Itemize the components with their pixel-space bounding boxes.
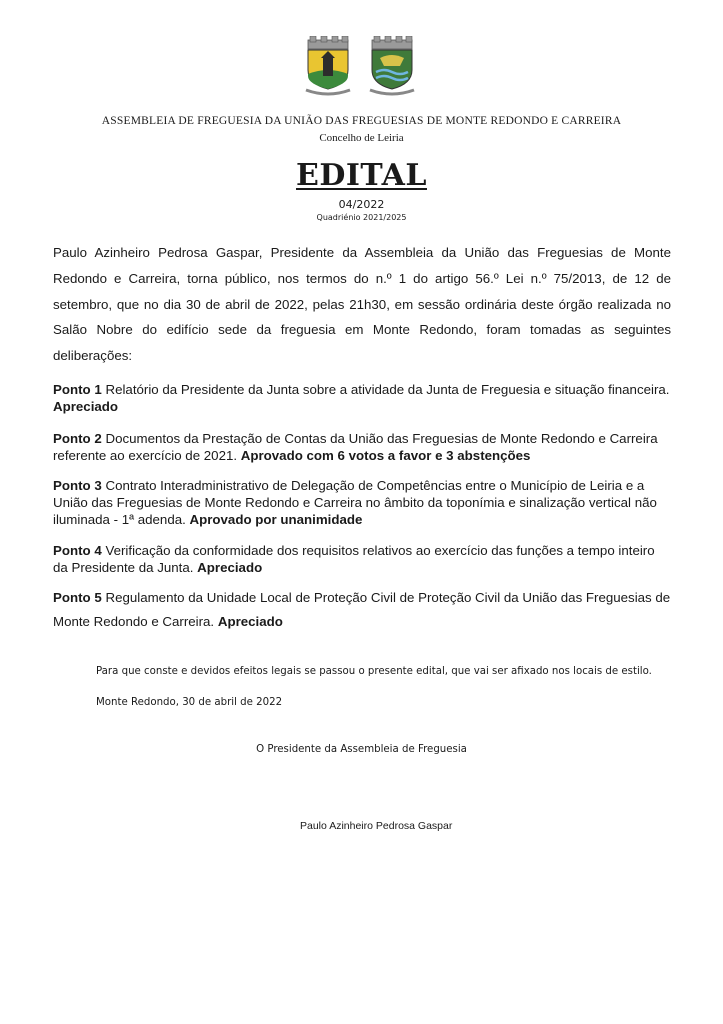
- carreira-crest-icon: [364, 36, 420, 96]
- place-date: Monte Redondo, 30 de abril de 2022: [96, 697, 283, 708]
- ponto-result: Apreciado: [197, 559, 263, 575]
- ponto-label: Ponto 1: [53, 382, 102, 397]
- ponto-result: Aprovado por unanimidade: [189, 511, 363, 527]
- ponto-item: [53, 586, 673, 634]
- ponto-label: Ponto 5: [53, 590, 102, 605]
- edital-heading: EDITAL: [296, 158, 427, 193]
- crests: [0, 36, 723, 96]
- ponto-result: Apreciado: [53, 398, 119, 414]
- ponto-text: Relatório da Presidente da Junta sobre a atividade da Junta de Freguesia e situação financeira.: [105, 382, 670, 397]
- quadrennium: Quadriénio 2021/2025: [316, 213, 407, 222]
- ponto-result: Apreciado: [217, 614, 283, 629]
- ponto-text: Documentos da Prestação de Contas da União das Freguesias de Monte Redondo e Carreira referente ao exercício de 2021.: [53, 431, 658, 463]
- signatory-name: Paulo Azinheiro Pedrosa Gaspar: [300, 820, 453, 832]
- assembly-title: ASSEMBLEIA DE FREGUESIA DA UNIÃO DAS FREGUESIAS DE MONTE REDONDO E CARREIRA: [101, 115, 622, 127]
- ponto-text: Regulamento da Unidade Local de Proteção Civil de Proteção Civil da União das Freguesias de Monte Redondo e Carreira.: [53, 590, 671, 629]
- ponto-item: [53, 431, 673, 465]
- ponto-text: Verificação da conformidade dos requisitos relativos ao exercício das funções a tempo inteiro da Presidente da Junta.: [53, 543, 655, 575]
- closing-statement: Para que conste e devidos efeitos legais se passou o presente edital, que vai ser afixado nos locais de estilo.: [96, 666, 652, 677]
- ponto-label: Ponto 4: [53, 543, 102, 558]
- municipality-subtitle: Concelho de Leiria: [319, 132, 404, 144]
- ponto-text: Contrato Interadministrativo de Delegação de Competências entre o Município de Leiria e a União das Freguesias de Monte Redondo e Carreira no âmbito da toponímia e sinalização vertical não iluminada - 1ª adenda.: [53, 478, 657, 527]
- ponto-item: [53, 382, 673, 416]
- ponto-result: Aprovado com 6 votos a favor e 3 abstenções: [240, 447, 531, 463]
- intro-paragraph: Paulo Azinheiro Pedrosa Gaspar, Presidente da Assembleia da União das Freguesias de Monte Redondo e Carreira, torna público, nos termos do n.º 1 do artigo 56.º Lei n.º 75/2013, de 12 de setembro, que no dia 30 de abril de 2022, pelas 21h30, em sessão ordinária deste órgão realizada no Salão Nobre do edifício sede da freguesia em Monte Redondo, foram tomadas as seguintes deliberações:: [53, 245, 671, 364]
- ponto-label: Ponto 2: [53, 431, 102, 446]
- signatory-role: O Presidente da Assembleia de Freguesia: [256, 744, 467, 755]
- edital-number: 04/2022: [338, 198, 385, 211]
- ponto-item: [53, 543, 673, 577]
- ponto-label: Ponto 3: [53, 478, 102, 493]
- monte-redondo-crest-icon: [300, 36, 356, 96]
- ponto-item: [53, 478, 673, 528]
